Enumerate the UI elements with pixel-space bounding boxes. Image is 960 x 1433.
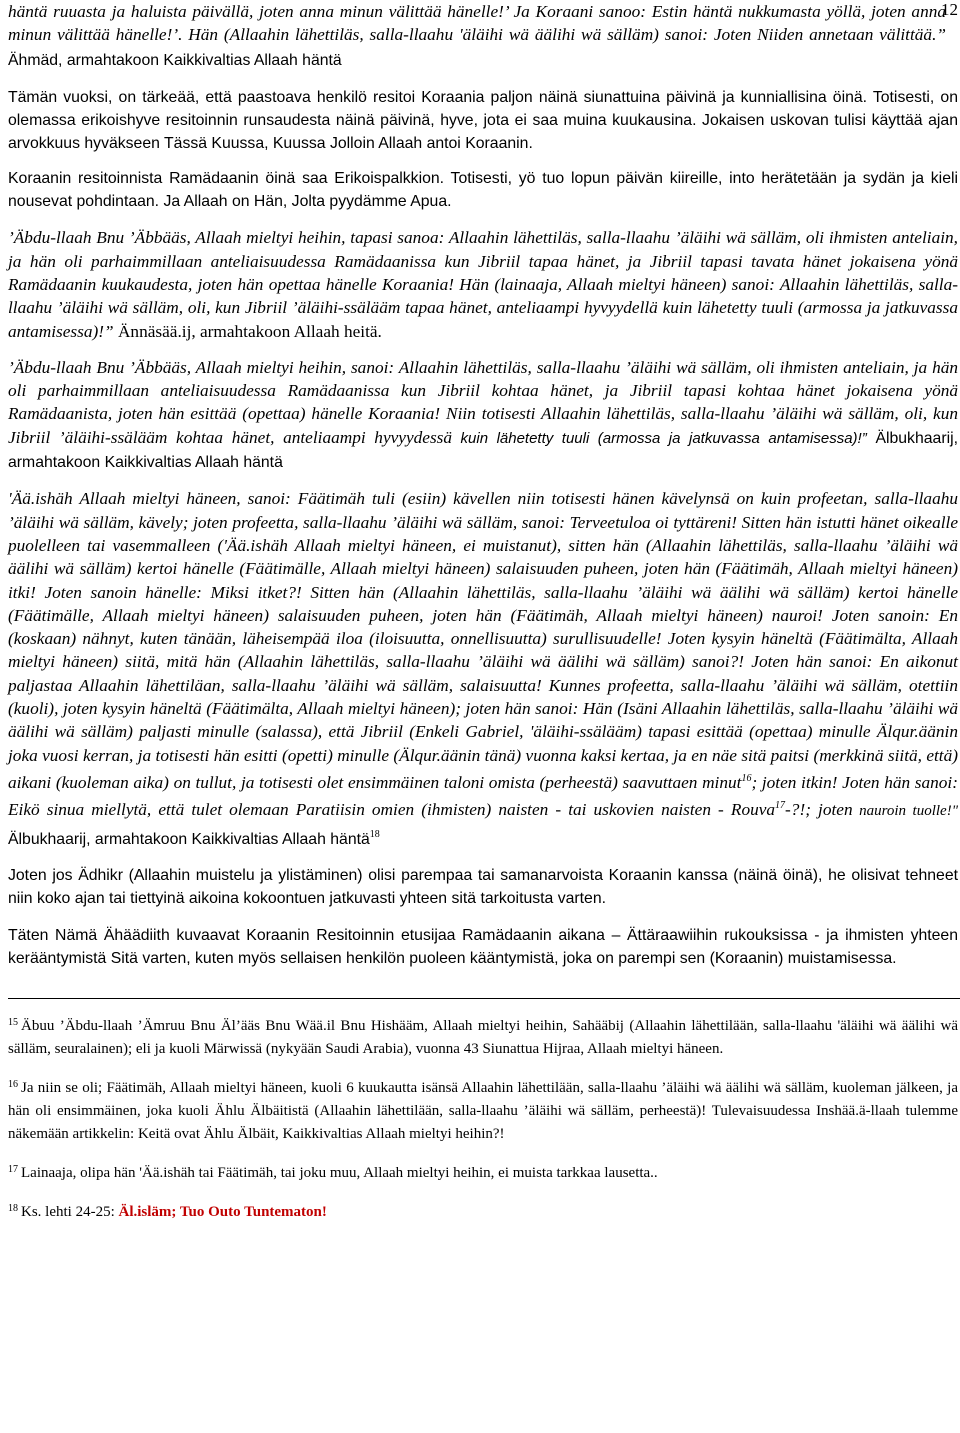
article-link[interactable]: Äl.isläm; Tuo Outo Tuntematon! [118, 1204, 327, 1221]
hadith-quote: ; joten itkin! Joten hän sanoi: Eikö sinua miellytä, että tulet olemaan Paratiisin omien (ihmisten) naisten - tai uskovien naisten - Rouva [8, 772, 958, 819]
hadith-quote: häntä ruuasta ja haluista päivällä, joten anna minun välittää hänelle!’ Ja Koraani sanoo: Estin häntä nukkumasta yöllä, joten anna minun välittää hänelle!’. Hän (Allaahin lähettiläs, salla-llaahu 'äläihi wä äälihi wä sälläm) sanoi: Joten Niiden annetaan välittää.” [8, 2, 946, 45]
hadith-source: Älbukhaarij, armahtakoon Kaikkivaltias Allaah häntä [8, 429, 958, 472]
footnote-number: 17 [8, 1164, 18, 1176]
footnote-ref-17[interactable]: 17 [775, 799, 786, 811]
footnote-16 [8, 1073, 958, 1146]
hadith-source: Älbukhaarij, armahtakoon Kaikkivaltias Allaah häntä [8, 830, 370, 848]
footnote-ref-16[interactable]: 16 [741, 772, 752, 784]
paragraph-hadith-ibn-abbas-1 [8, 226, 958, 342]
paragraph-hadith-aisha [8, 487, 958, 851]
hadith-quote: ’Äbdu-llaah Bnu ’Äbbääs, Allaah mieltyi heihin, tapasi sanoa: Allaahin lähettiläs, salla-llaahu ’äläihi wä sälläm, oli ihmisten anteliain, ja hän oli parhaimmillaan anteliaisuudessa Ramädaanissa kun Jibriil tapaa hänet, ja Jibriil tapasi tavata hänet jokaisena yönä Ramädaanin kuukaudesta, joten hän opettaa hänelle Koraania! Hän (lainaaja, Allaah mieltyi häneen) sanoi: Allaahin lähettiläs, salla-llaahu ’äläihi wä sälläm, oli, kun Jibriil ’äläihi-ssälääm tapaa hänet, anteliaampi hyvyydellä kuin lähetetty tuuli (armossa ja jatkuvassa antamisessa)!” [8, 228, 958, 341]
hadith-quote: 'Ää.ishäh Allaah mieltyi häneen, sanoi: Fäätimäh tuli (esiin) kävellen niin totisesti hänen kävelynsä on kuin profeetan, salla-llaahu ’äläihi wä sälläm, kävely; joten profeetta, salla-llaahu ’äläihi wä sälläm, sanoi: Terveetuloa oi tyttäreni! Sitten hän istutti hänet oikealle puolelleen tai vasemmalleen ('Ää.ishäh Allaah mieltyi häneen, ei muistanut), sitten hän (Allaahin lähettiläs, salla-llaahu ’äläihi wä äälihi wä sälläm) kertoi hänelle (Fäätimälle, Allaah mieltyi häneen) salaisuuden puheen, joten hän (Fäätimäh, Allaah mieltyi häneen) itki! Joten sanoin hänelle: Miksi itket?! Sitten hän (Allaahin lähettiläs, salla-llaahu ’äläihi wä äälihi wä sälläm) kertoi hänelle (Fäätimälle, Allaah mieltyi häneen) salaisuuden puheen, joten hän (Fäätimäh, Allaah mieltyi häneen) nauroi! Joten sanoin: En (koskaan) nähnyt, kuten tänään, läheisempää iloa (iloisuutta, onnellisuutta) surullisuudelle! Joten kysyin häneltä (Fäätimälta, Allaah mieltyi häneen) siitä, mitä hän (Allaahin lähettiläs, salla-llaahu ’äläihi wä äälihi wä sälläm) sanoi?! Joten hän sanoi: En aikonut paljastaa Allaahin lähettiläan, salla-llaahu ’äläihi wä sälläm, salaisuutta! Kunnes profeetta, salla-llaahu ’äläihi wä sälläm, otettiin (kuoli), joten kysyin häneltä (Fäätimälta, Allaah mieltyi häneen); joten hän sanoi: Hän (Isäni Allaahin lähettiläs, salla-llaahu ’äläihi wä äälihi wä sälläm) paljasti minulle (salassa), että Jibriil (Enkeli Gabriel, 'äläihi-ssälääm) tapasi esittää (opettaa) minulle Älqur.äänin joka vuosi kerran, ja totisesti hän esitti (opetti) minulle (Älqur.äänin tänä) vuonna kaksi kertaa, ja en näe sitä paitsi (merkkinä siitä, että) aikani (kuoleman aika) on tullut, ja totisesti olet ensimmäinen taloni omista (perheestä) saavuttaen minut [8, 489, 958, 792]
hadith-source: Ähmäd, armahtakoon Kaikkivaltias Allaah häntä [8, 51, 342, 69]
footnote-number: 15 [8, 1017, 18, 1029]
paragraph-hadith-ibn-abbas-2 [8, 356, 958, 474]
paragraph-night-recitation: Koraanin resitoinnista Ramädaanin öinä saa Erikoispalkkion. Totisesti, yö tuo lopun päivän kiireille, into herätetään ja sydän ja kieli nousevat pohdintaan. Ja Allaah on Hän, Jolta pyydämme Apua. [8, 169, 958, 211]
page-number: 12 [941, 0, 958, 19]
page-body [8, 0, 958, 1224]
paragraph-ahaadiith: Täten Nämä Ähäädiith kuvaavat Koraanin Resitoinnin etusijaa Ramädaanin aikana – Ättäraawiihin rukouksissa - ja ihmisten yhteen kerääntymistä Sitä varten, kuten myös sellaisen henkilön puoleen kääntymistä, joka on parempi sen (Koraanin) muistamisessa. [8, 926, 958, 967]
footnote-number: 16 [8, 1079, 18, 1091]
footnote-text: Äbuu ’Äbdu-llaah ’Ämruu Bnu Äl’ääs Bnu Wää.il Bnu Hishääm, Allaah mieltyi heihin, Sahääbij (Allaahin lähettilään, salla-llaahu 'äläihi wä äälihi wä sälläm, seuralainen); eli ja kuoli Märwissä (nykyään Saudi Arabia), vuonna 43 Siunattua Hijraa, Allaah mieltyi häneen. [8, 1018, 958, 1058]
hadith-quote: ’Äbdu-llaah Bnu ’Äbbääs, Allaah mieltyi heihin, sanoi: Allaahin lähettiläs, salla-llaahu ’äläihi wä sälläm, oli ihmisten anteliain, ja hän oli parhaimmillaan anteliaisuudessa Ramädaanissa kun Jibriil kohtaa hänet, ja Jibriil tapasi kohtaa hänet jokaisena yönä Ramädaanista, joten hän esittää (opettaa) hänelle Koraania! Niin totisesti Allaahin lähettiläs, salla-llaahu ’äläihi wä sälläm, oli, kun Jibriil ’äläihi-ssälääm kohtaa hänet, anteliaampi hyvyydessä [8, 357, 958, 447]
footnote-ref-18[interactable]: 18 [369, 829, 380, 841]
paragraph-recitation-virtue: Tämän vuoksi, on tärkeää, että paastoava henkilö resitoi Koraania paljon näinä siunattuina päivinä ja kunniallisina öinä. Totisesti, on olemassa erikoishyve resitoinnin runsaudesta näinä päivinä, hyve, jota ei saa muina kuukausina. Jokaisen uskovan tulisi käyttää ajan arvokkuus hyväkseen Tässä Kuussa, Kuussa Jolloin Allaah antoi Koraanin. [8, 88, 958, 153]
footnote-number: 18 [8, 1203, 18, 1215]
footnote-18 [8, 1197, 958, 1224]
hadith-quote-small: nauroin tuolle!" [852, 802, 959, 819]
footnote-15 [8, 1011, 958, 1061]
paragraph-dhikr: Joten jos Ädhikr (Allaahin muistelu ja ylistäminen) olisi parempaa tai samanarvoista Koraanin kanssa (näinä öinä), he olisivat tehneet niin koko ajan tai tiettyinä aikoina kokoontuen jatkuvasti yhteen sitä tarkoitusta varten. [8, 867, 958, 908]
paragraph-continuation [8, 0, 958, 72]
footnote-divider [8, 998, 960, 999]
footnote-text: Ja niin se oli; Fäätimäh, Allaah mieltyi häneen, kuoli 6 kuukautta isänsä Allaahin lähettilään, salla-llaahu ’äläihi wä äälihi wä sälläm, kuoleman jälkeen, ja hän oli ensimmäinen, joka kuoli Ählu Älbäitistä (Allaahin lähettilään, salla-llaahu ’äläihi wä sälläm, perheestä)! Tulevaisuudessa Inshää.ä-llaah tulemme näkemään artikkelin: Keitä ovat Ählu Älbäit, Kaikkivaltias Allaah mieltyi heihin?! [8, 1080, 958, 1143]
hadith-quote-small: kuin lähetetty tuuli (armossa ja jatkuvassa antamisessa)!” [452, 429, 867, 447]
footnote-17 [8, 1158, 958, 1185]
hadith-quote: -?!; joten [785, 799, 853, 819]
footnote-text: Ks. lehti 24-25: [21, 1204, 119, 1221]
hadith-source: Ännäsää.ij, armahtakoon Allaah heitä. [113, 321, 382, 341]
footnote-text: Lainaaja, olipa hän 'Ää.ishäh tai Fäätimäh, tai joku muu, Allaah mieltyi heihin, ei muista tarkkaa lausetta.. [21, 1165, 658, 1182]
